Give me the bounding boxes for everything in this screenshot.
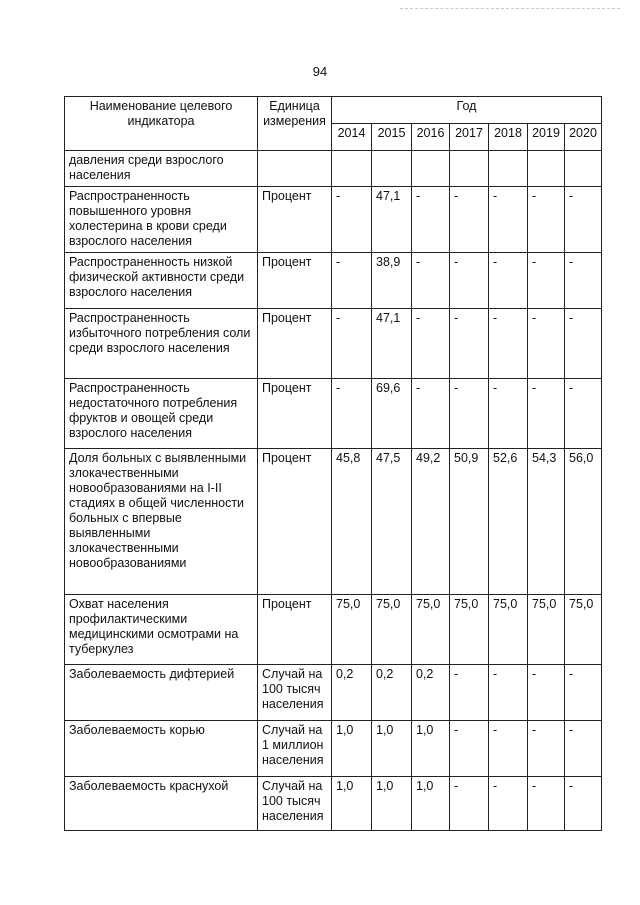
header-year: Год — [332, 97, 602, 124]
header-unit: Единица измерения — [258, 97, 332, 151]
value-cell: 75,0 — [489, 595, 528, 665]
value-cell: 50,9 — [450, 449, 489, 595]
value-cell: - — [489, 379, 528, 449]
value-cell: - — [528, 253, 565, 309]
value-cell: 1,0 — [412, 721, 450, 777]
indicator-name-cell: Охват населения профилактическими медицинскими осмотрами на туберкулез — [65, 595, 258, 665]
value-cell: - — [565, 309, 602, 379]
value-cell: - — [528, 665, 565, 721]
table-row — [65, 151, 602, 187]
value-cell: 69,6 — [372, 379, 412, 449]
value-cell: - — [412, 309, 450, 379]
indicator-name-cell: давления среди взрослого населения — [65, 151, 258, 187]
unit-cell: Процент — [258, 595, 332, 665]
value-cell: 52,6 — [489, 449, 528, 595]
unit-cell: Случай на 1 миллион населения — [258, 721, 332, 777]
value-cell: - — [332, 187, 372, 253]
value-cell: - — [565, 379, 602, 449]
value-cell — [412, 151, 450, 187]
unit-cell — [258, 151, 332, 187]
value-cell: 47,5 — [372, 449, 412, 595]
value-cell: - — [489, 777, 528, 831]
table-row — [65, 777, 602, 831]
value-cell: - — [450, 777, 489, 831]
unit-cell: Случай на 100 тысяч населения — [258, 665, 332, 721]
table-row — [65, 187, 602, 253]
value-cell: 1,0 — [332, 777, 372, 831]
table-row — [65, 665, 602, 721]
value-cell — [372, 151, 412, 187]
value-cell: - — [450, 253, 489, 309]
value-cell: 47,1 — [372, 187, 412, 253]
value-cell: - — [332, 253, 372, 309]
header-year-cell: 2016 — [412, 124, 450, 151]
header-indicator-name: Наименование целевого индикатора — [65, 97, 258, 151]
value-cell — [332, 151, 372, 187]
table-row — [65, 309, 602, 379]
value-cell: - — [450, 187, 489, 253]
value-cell: 75,0 — [565, 595, 602, 665]
page-number: 94 — [312, 64, 328, 79]
value-cell: - — [450, 379, 489, 449]
value-cell: 1,0 — [412, 777, 450, 831]
table-row — [65, 449, 602, 595]
value-cell: 75,0 — [450, 595, 489, 665]
value-cell: - — [528, 721, 565, 777]
value-cell: - — [332, 379, 372, 449]
value-cell: 49,2 — [412, 449, 450, 595]
value-cell: 0,2 — [412, 665, 450, 721]
value-cell: 75,0 — [332, 595, 372, 665]
header-year-cell: 2020 — [565, 124, 602, 151]
value-cell: - — [450, 309, 489, 379]
value-cell: - — [332, 309, 372, 379]
table-row — [65, 595, 602, 665]
value-cell: 75,0 — [372, 595, 412, 665]
value-cell: - — [528, 187, 565, 253]
value-cell: - — [565, 721, 602, 777]
value-cell: 56,0 — [565, 449, 602, 595]
indicator-name-cell: Распространенность недостаточного потребления фруктов и овощей среди взрослого населения — [65, 379, 258, 449]
value-cell: 75,0 — [412, 595, 450, 665]
indicator-name-cell: Заболеваемость краснухой — [65, 777, 258, 831]
indicator-name-cell: Распространенность низкой физической активности среди взрослого населения — [65, 253, 258, 309]
value-cell: - — [528, 379, 565, 449]
value-cell — [450, 151, 489, 187]
value-cell: - — [412, 253, 450, 309]
scan-header-marks — [400, 8, 620, 11]
indicators-table — [64, 96, 602, 831]
table-body — [65, 151, 602, 831]
table-row — [65, 721, 602, 777]
value-cell: - — [565, 253, 602, 309]
value-cell: - — [528, 309, 565, 379]
header-year-cell: 2014 — [332, 124, 372, 151]
value-cell: 38,9 — [372, 253, 412, 309]
value-cell: 1,0 — [372, 721, 412, 777]
value-cell: - — [489, 253, 528, 309]
value-cell: - — [450, 721, 489, 777]
header-year-cell: 2019 — [528, 124, 565, 151]
indicator-name-cell: Заболеваемость дифтерией — [65, 665, 258, 721]
unit-cell: Процент — [258, 449, 332, 595]
header-year-cell: 2018 — [489, 124, 528, 151]
value-cell: 1,0 — [372, 777, 412, 831]
header-year-cell: 2015 — [372, 124, 412, 151]
value-cell: 75,0 — [528, 595, 565, 665]
indicator-name-cell: Распространенность повышенного уровня холестерина в крови среди взрослого населения — [65, 187, 258, 253]
value-cell: 47,1 — [372, 309, 412, 379]
value-cell: - — [528, 777, 565, 831]
value-cell: 0,2 — [372, 665, 412, 721]
unit-cell: Случай на 100 тысяч населения — [258, 777, 332, 831]
unit-cell: Процент — [258, 309, 332, 379]
unit-cell: Процент — [258, 187, 332, 253]
indicator-name-cell: Заболеваемость корью — [65, 721, 258, 777]
value-cell: - — [489, 721, 528, 777]
value-cell: - — [489, 187, 528, 253]
value-cell: - — [412, 379, 450, 449]
value-cell: 1,0 — [332, 721, 372, 777]
value-cell: - — [565, 187, 602, 253]
value-cell — [528, 151, 565, 187]
header-year-cell: 2017 — [450, 124, 489, 151]
value-cell: 54,3 — [528, 449, 565, 595]
value-cell: - — [489, 309, 528, 379]
value-cell: 45,8 — [332, 449, 372, 595]
value-cell — [565, 151, 602, 187]
indicator-name-cell: Распространенность избыточного потребления соли среди взрослого населения — [65, 309, 258, 379]
value-cell: - — [565, 777, 602, 831]
unit-cell: Процент — [258, 253, 332, 309]
table-row — [65, 253, 602, 309]
indicator-name-cell: Доля больных с выявленными злокачественными новообразованиями на I-II стадиях в общей численности больных с впервые выявленными злокачественными новообразованиями — [65, 449, 258, 595]
table-row — [65, 379, 602, 449]
value-cell: - — [412, 187, 450, 253]
unit-cell: Процент — [258, 379, 332, 449]
value-cell: - — [489, 665, 528, 721]
header-row-top — [65, 97, 602, 124]
value-cell: - — [565, 665, 602, 721]
value-cell — [489, 151, 528, 187]
value-cell: 0,2 — [332, 665, 372, 721]
value-cell: - — [450, 665, 489, 721]
